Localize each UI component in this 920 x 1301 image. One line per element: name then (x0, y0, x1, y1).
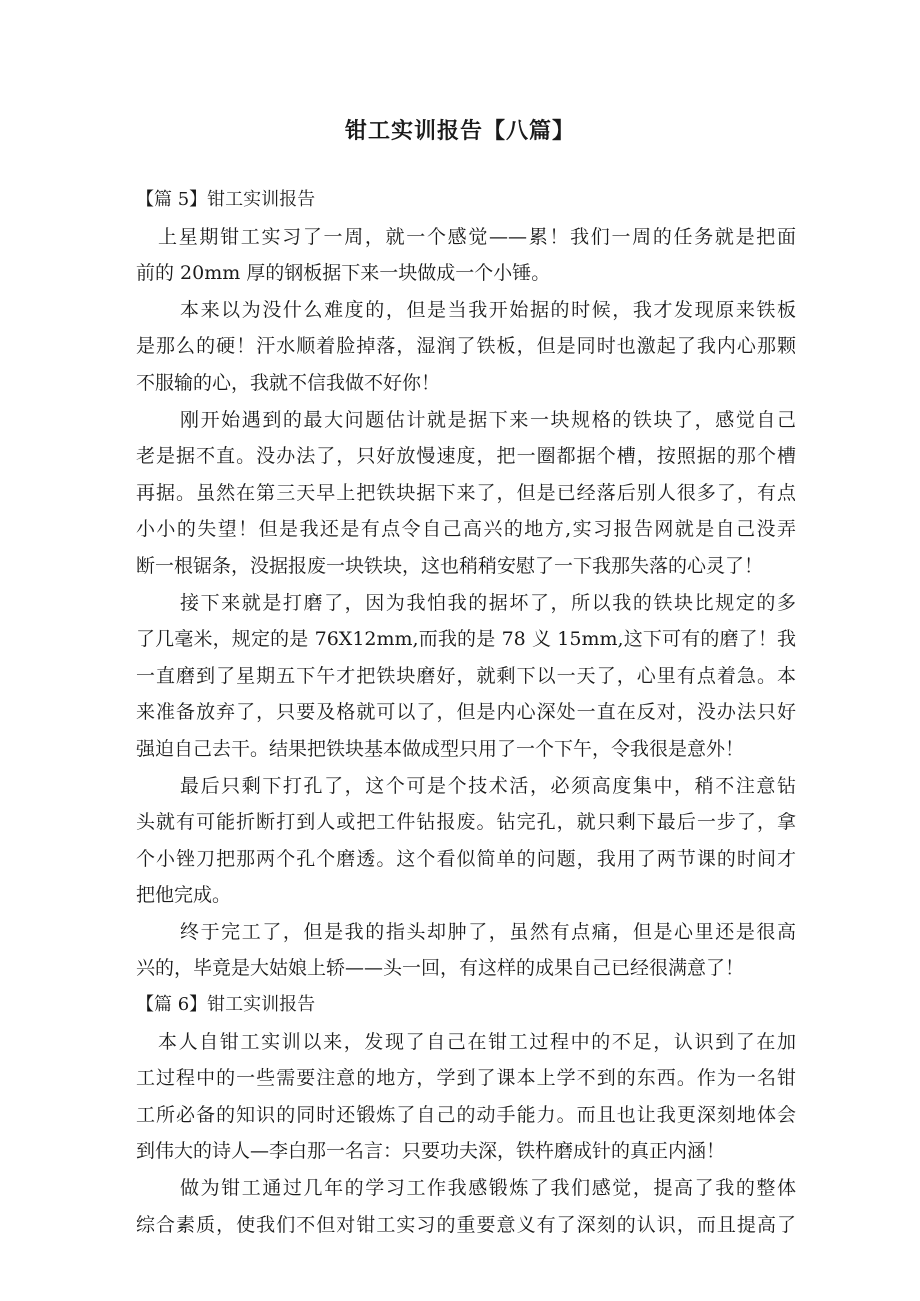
section-heading: 【篇 6】钳工实训报告 (136, 994, 316, 1016)
paragraph-line: 小小的失望！但是我还是有点令自己高兴的地方,实习报告网就是自己没弄 (136, 518, 796, 541)
paragraph-line: 到伟大的诗人—李白那一名言：只要功夫深，铁杵磨成针的真正内涵！ (136, 1140, 726, 1163)
paragraph-line: 综合素质，使我们不但对钳工实习的重要意义有了深刻的认识，而且提高了 (136, 1213, 796, 1236)
paragraph-line: 上星期钳工实习了一周，就一个感觉——累！我们一周的任务就是把面 (158, 225, 796, 248)
paragraph-line: 本人自钳工实训以来，发现了自己在钳工过程中的不足，认识到了在加 (158, 1030, 796, 1053)
paragraph-line: 最后只剩下打孔了，这个可是个技术活，必须高度集中，稍不注意钻 (180, 774, 796, 797)
paragraph-line: 个小锉刀把那两个孔个磨透。这个看似简单的问题，我用了两节课的时间才 (136, 847, 796, 870)
paragraph-line: 来准备放弃了，只要及格就可以了，但是内心深处一直在反对，没办法只好 (136, 701, 796, 724)
paragraph-line: 兴的，毕竟是大姑娘上轿——头一回，有这样的成果自己已经很满意了！ (136, 957, 745, 980)
paragraph-line: 终于完工了，但是我的指头却肿了，虽然有点痛，但是心里还是很高 (180, 920, 796, 943)
paragraph-line: 接下来就是打磨了，因为我怕我的据坏了，所以我的铁块比规定的多 (180, 591, 796, 614)
paragraph-line: 前的 20mm 厚的钢板据下来一块做成一个小锤。 (136, 262, 551, 285)
paragraph-line: 工过程中的一些需要注意的地方，学到了课本上学不到的东西。作为一名钳 (136, 1067, 796, 1090)
paragraph-line: 是那么的硬！汗水顺着脸掉落，湿润了铁板，但是同时也激起了我内心那颗 (136, 335, 796, 358)
paragraph-line: 强迫自己去干。结果把铁块基本做成型只用了一个下午，令我很是意外！ (136, 737, 745, 760)
paragraph-line: 工所必备的知识的同时还锻炼了自己的动手能力。而且也让我更深刻地体会 (136, 1103, 796, 1126)
paragraph-line: 把他完成。 (136, 884, 232, 907)
section-heading: 【篇 5】钳工实训报告 (136, 189, 316, 210)
paragraph-line: 老是据不直。没办法了，只好放慢速度，把一圈都据个槽，按照据的那个槽 (136, 445, 796, 468)
paragraph-line: 做为钳工通过几年的学习工作我感锻炼了我们感觉，提高了我的整体 (180, 1177, 796, 1200)
paragraph-line: 再据。虽然在第三天早上把铁块据下来了，但是已经落后别人很多了，有点 (136, 481, 796, 504)
paragraph-line: 了几毫米，规定的是 76X12mm,而我的是 78 义 15mm,这下可有的磨了！我 (136, 628, 796, 651)
paragraph-line: 本来以为没什么难度的，但是当我开始据的时候，我才发现原来铁板 (180, 298, 796, 321)
paragraph-line: 一直磨到了星期五下午才把铁块磨好，就剩下以一天了，心里有点着急。本 (136, 664, 796, 687)
paragraph-line: 头就有可能折断打到人或把工件钻报废。钻完孔，就只剩下最后一步了，拿 (136, 811, 796, 834)
paragraph-line: 刚开始遇到的最大问题估计就是据下来一块规格的铁块了，感觉自己 (180, 408, 796, 431)
paragraph-line: 不服输的心，我就不信我做不好你！ (136, 371, 441, 394)
document-title: 钳工实训报告【八篇】 (344, 119, 575, 144)
paragraph-line: 断一根锯条，没据报废一块铁块，这也稍稍安慰了一下我那失落的心灵了！ (136, 554, 764, 577)
document-body (136, 182, 796, 1243)
